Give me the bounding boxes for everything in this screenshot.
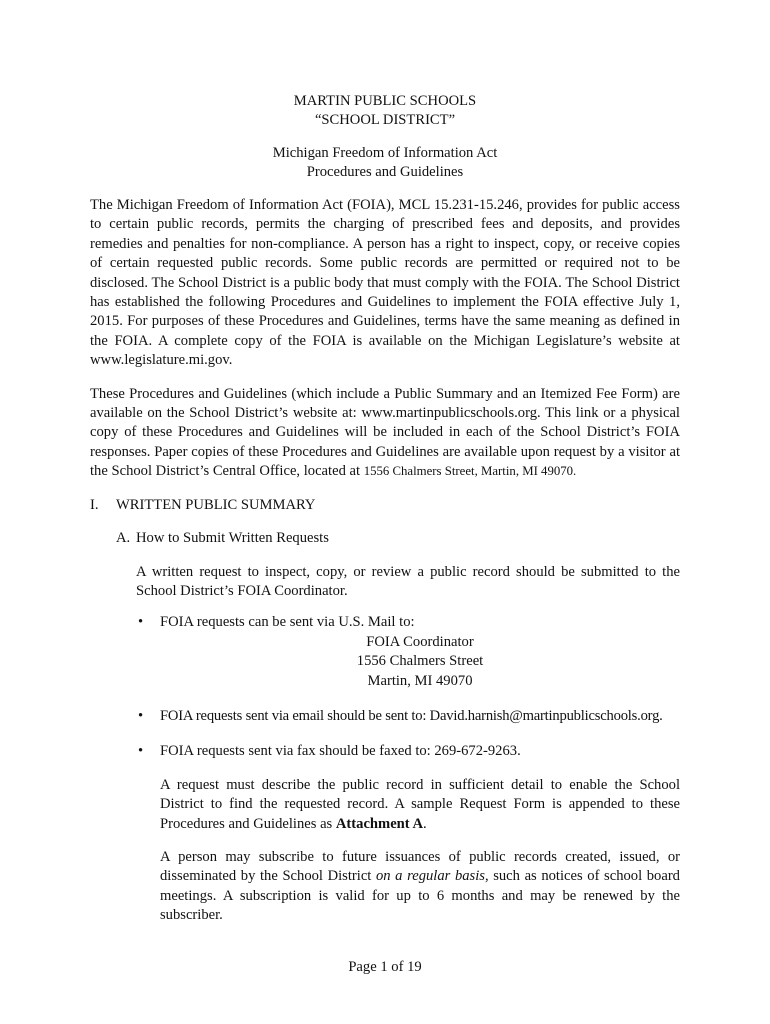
address-line-1: FOIA Coordinator <box>366 633 474 650</box>
subscription-paragraph <box>160 848 680 926</box>
bullet-mail-text: FOIA requests can be sent via U.S. Mail to: <box>160 614 415 631</box>
request-description-end: . <box>423 815 427 832</box>
bullet-icon: • <box>138 707 144 724</box>
district-alias: “SCHOOL DISTRICT” <box>314 112 456 128</box>
bullet-email-text: FOIA requests sent via email should be sent to: David.harnish@martinpublicschools.org. <box>160 707 663 724</box>
request-description-text: A request must describe the public record in sufficient detail to enable the School District to find the requested record. A sample Request Form is appended to these Procedures and Guidelines as <box>160 776 680 832</box>
district-name: MARTIN PUBLIC SCHOOLS <box>293 93 477 109</box>
bullet-fax <box>136 742 680 761</box>
subsection-heading <box>116 529 680 548</box>
request-description-paragraph <box>160 776 680 834</box>
bullet-email <box>136 707 680 726</box>
document-subtitle: Procedures and Guidelines <box>306 164 464 180</box>
bullet-icon: • <box>138 614 144 631</box>
submit-intro-paragraph: A written request to inspect, copy, or review a public record should be submitted to the School District’s FOIA Coordinator. <box>136 563 680 599</box>
central-office-address: 1556 Chalmers Street, Martin, MI 49070. <box>363 464 577 479</box>
page-number: Page 1 of 19 <box>348 959 422 975</box>
subscription-emphasis: on a regular basis <box>375 868 485 885</box>
intro-paragraph-2-text: These Procedures and Guidelines (which include a Public Summary and an Itemized Fee Form) are available on the School District’s website at: www.martinpublicschools.org. This link or a physical copy of these Procedures and Guidelines will be included in each of the School District’s FOIA responses. Paper copies of these Procedures and Guidelines are available upon request by a visitor at the School District’s Central Office, located at <box>90 385 680 480</box>
section-heading <box>90 496 680 515</box>
document-title: Michigan Freedom of Information Act <box>272 145 498 161</box>
intro-paragraph-1: The Michigan Freedom of Information Act (FOIA), MCL 15.231-15.246, provides for public access to certain public records, permits the charging of prescribed fees and deposits, and provides remedies and penalties for non-compliance. A person has a right to inspect, copy, or receive copies of certain requested public records. Some public records are permitted or required not to be disclosed. The School District is a public body that must comply with the FOIA. The School District has established the following Procedures and Guidelines to implement the FOIA effective July 1, 2015. For purposes of these Procedures and Guidelines, terms have the same meaning as defined in the FOIA. A complete copy of the FOIA is available on the Michigan Legislature’s website at www.legislature.mi.gov. <box>90 197 680 369</box>
attachment-a-reference: Attachment A <box>335 815 424 832</box>
bullet-icon: • <box>138 743 144 760</box>
bullet-fax-text: FOIA requests sent via fax should be faxed to: 269-672-9263. <box>160 743 521 760</box>
section-title: WRITTEN PUBLIC SUMMARY <box>116 496 316 513</box>
bullet-mail <box>136 613 680 632</box>
section-number: I. <box>90 496 99 513</box>
intro-paragraph-2 <box>90 385 680 482</box>
address-line-3: Martin, MI 49070 <box>367 672 473 689</box>
subscription-text-a: A person may subscribe to future issuances of public records created, issued, or disseminated by the School District <box>160 848 680 885</box>
address-line-2: 1556 Chalmers Street <box>356 653 484 670</box>
subscription-text-b: , such as notices of school board meetings. A subscription is valid for up to 6 months and may be renewed by the subscriber. <box>160 868 680 924</box>
mailing-address <box>160 633 680 691</box>
subsection-letter: A. <box>116 530 131 547</box>
subsection-title: How to Submit Written Requests <box>136 530 329 547</box>
